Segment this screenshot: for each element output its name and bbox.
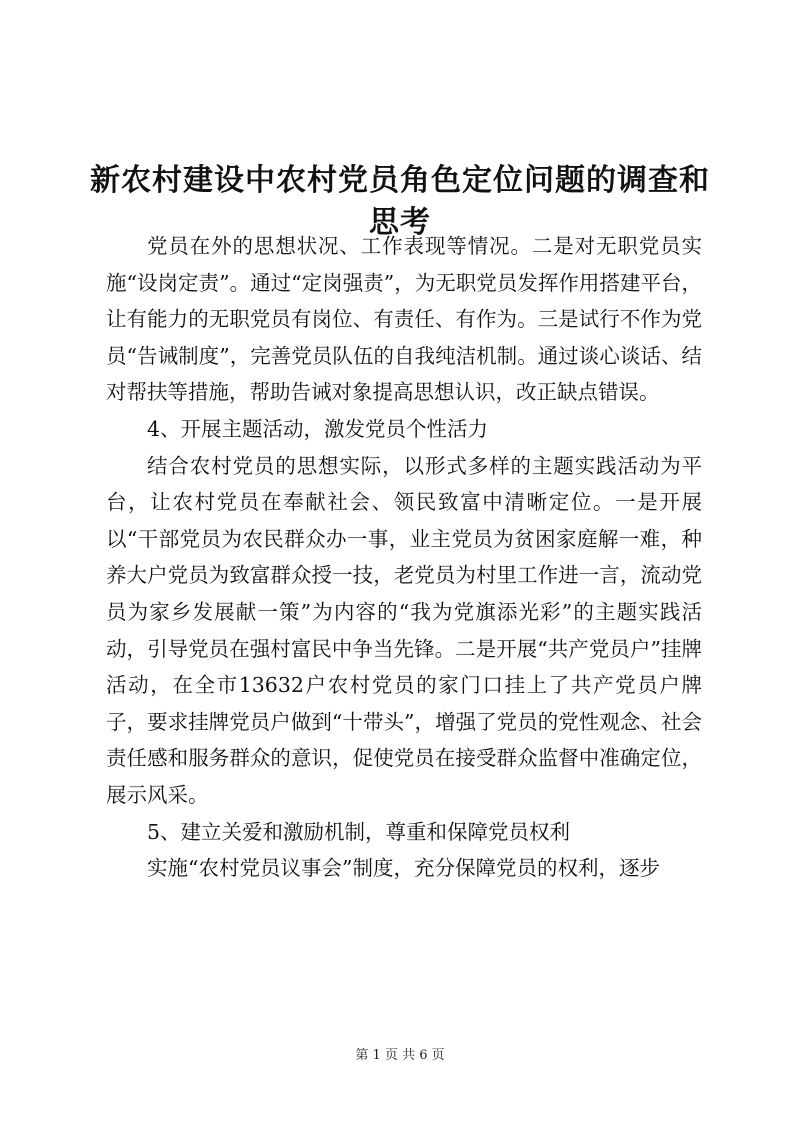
section-heading: 5、建立关爱和激励机制，尊重和保障党员权利 <box>147 819 571 844</box>
section-heading: 4、开展主题活动，激发党员个性活力 <box>147 416 489 441</box>
document-title: 新农村建设中农村党员角色定位问题的调查和思考 <box>90 163 710 241</box>
page-footer: 第 1 页 共 6 页 <box>355 1048 445 1063</box>
document-body <box>106 228 702 887</box>
paragraph: 党员在外的思想状况、工作表现等情况。二是对无职党员实施“设岗定责”。通过“定岗强责”，为无职党员发挥作用搭建平台，让有能力的无职党员有岗位、有责任、有作为。三是试行不作为党员“告诫制度”，完善党员队伍的自我纯洁机制。通过谈心谈话、结对帮扶等措施，帮助告诫对象提高思想认识，改正缺点错误。 <box>106 234 702 405</box>
paragraph: 实施“农村党员议事会”制度，充分保障党员的权利，逐步 <box>147 856 660 881</box>
paragraph: 结合农村党员的思想实际，以形式多样的主题实践活动为平台，让农村党员在奉献社会、领民致富中清晰定位。一是开展以“干部党员为农民群众办一事，业主党员为贫困家庭解一难，种养大户党员为致富群众授一技，老党员为村里工作进一言，流动党员为家乡发展献一策”为内容的“我为党旗添光彩”的主题实践活动，引导党员在强村富民中争当先锋。二是开展“共产党员户”挂牌活动，在全市13632户农村党员的家门口挂上了共产党员户牌子，要求挂牌党员户做到“十带头”，增强了党员的党性观念、社会责任感和服务群众的意识，促使党员在接受群众监督中准确定位，展示风采。 <box>106 453 702 807</box>
